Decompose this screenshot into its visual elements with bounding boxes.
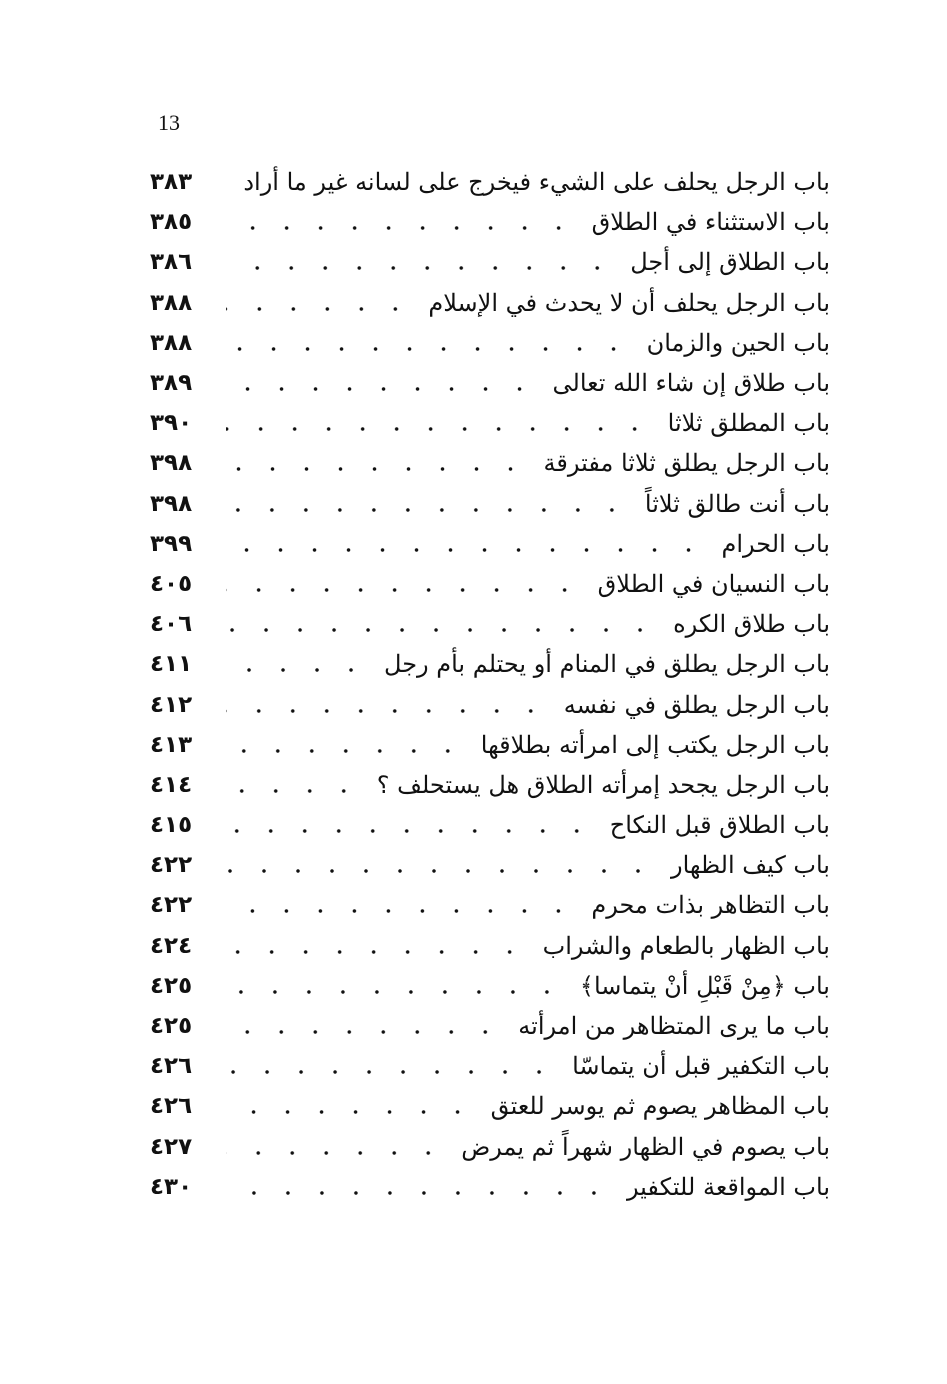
toc-entry-title: باب الحرام <box>721 529 830 558</box>
table-of-contents <box>150 162 830 1207</box>
toc-entry <box>150 725 830 765</box>
toc-entry-title: باب الرجل يكتب إلى امرأته بطلاقها <box>480 730 830 759</box>
toc-entry <box>150 323 830 363</box>
toc-entry-title: باب المواقعة للتكفير <box>626 1172 830 1201</box>
toc-entry-page: ٤١٢ <box>150 691 193 718</box>
dot-leader <box>226 417 652 441</box>
toc-entry-page: ٤٣٠ <box>150 1173 193 1200</box>
dot-leader <box>226 779 361 803</box>
toc-entry-title: باب الطلاق إلى أجل <box>630 248 830 277</box>
toc-entry-title: باب التكفير قبل أن يتماسّا <box>572 1052 830 1081</box>
dot-leader <box>226 377 537 401</box>
toc-entry-title: باب الطلاق قبل النكاح <box>609 811 830 840</box>
toc-entry-title: باب المظاهر يصوم ثم يوسر للعتق <box>490 1092 830 1121</box>
toc-entry <box>150 403 830 443</box>
toc-entry-title: باب الرجل يجحد إمرأته الطلاق هل يستحلف ؟ <box>376 770 830 799</box>
dot-leader <box>226 176 227 200</box>
toc-entry-page: ٣٨٨ <box>150 289 193 316</box>
toc-entry-page: ٤١١ <box>150 651 193 678</box>
toc-entry-page: ٣٩٨ <box>150 450 193 477</box>
toc-entry-page: ٣٨٦ <box>150 249 193 276</box>
toc-entry-title: باب الحين والزمان <box>646 328 830 357</box>
dot-leader <box>226 256 614 280</box>
toc-entry-title: باب الاستثناء في الطلاق <box>591 208 830 237</box>
toc-entry <box>150 926 830 966</box>
toc-entry <box>150 1006 830 1046</box>
toc-entry <box>150 1046 830 1086</box>
toc-entry <box>150 684 830 724</box>
toc-entry-title: باب يصوم في الظهار شهراً ثم يمرض <box>461 1132 830 1161</box>
toc-entry-title: باب ﴿مِنْ قَبْلِ أنْ يتماسا﴾ <box>579 971 830 1000</box>
toc-entry <box>150 845 830 885</box>
toc-entry <box>150 162 830 202</box>
toc-entry-page: ٤٢٢ <box>150 892 193 919</box>
toc-entry-page: ٣٨٩ <box>150 370 193 397</box>
toc-entry <box>150 805 830 845</box>
dot-leader <box>226 940 527 964</box>
toc-entry-title: باب الظهار بالطعام والشراب <box>542 931 830 960</box>
toc-entry-page: ٤٢٦ <box>150 1053 193 1080</box>
toc-entry-page: ٣٩٠ <box>150 410 193 437</box>
dot-leader <box>226 498 629 522</box>
toc-entry <box>150 564 830 604</box>
dot-leader <box>226 1060 556 1084</box>
toc-entry-page: ٤٢٢ <box>150 852 193 879</box>
toc-entry-title: باب أنت طالق ثلاثاً <box>644 489 830 518</box>
toc-entry <box>150 1127 830 1167</box>
toc-entry-title: باب الرجل يطلق ثلاثا مفترقة <box>543 449 830 478</box>
page-number: 13 <box>158 110 180 135</box>
toc-entry-title: باب التظاهر بذات محرم <box>591 891 830 920</box>
dot-leader <box>226 859 655 883</box>
toc-entry-page: ٤٢٥ <box>150 1013 193 1040</box>
toc-entry-title: باب الرجل يحلف على الشيء فيخرج على لسانه غير ما أراد <box>243 168 830 197</box>
dot-leader <box>226 899 575 923</box>
dot-leader <box>226 980 564 1004</box>
dot-leader <box>226 1100 475 1124</box>
toc-entry-page: ٤٠٥ <box>150 570 193 597</box>
dot-leader <box>226 1141 445 1165</box>
dot-leader <box>226 739 465 763</box>
toc-entry-page: ٤٢٦ <box>150 1093 193 1120</box>
toc-entry-title: باب الرجل يحلف أن لا يحدث في الإسلام <box>428 288 830 317</box>
toc-entry <box>150 1167 830 1207</box>
dot-leader <box>226 216 576 240</box>
toc-entry <box>150 524 830 564</box>
toc-entry <box>150 644 830 684</box>
toc-entry <box>150 885 830 925</box>
toc-entry-title: باب الرجل يطلق في نفسه <box>563 690 830 719</box>
toc-entry <box>150 484 830 524</box>
dot-leader <box>226 337 631 361</box>
toc-entry-page: ٤١٣ <box>150 731 193 758</box>
toc-entry-page: ٤٢٤ <box>150 932 193 959</box>
toc-entry-page: ٤٠٦ <box>150 611 193 638</box>
toc-entry-page: ٤٢٥ <box>150 972 193 999</box>
toc-entry-page: ٣٩٩ <box>150 530 193 557</box>
toc-entry-title: باب ما يرى المتظاهر من امرأته <box>518 1012 830 1041</box>
dot-leader <box>226 618 657 642</box>
toc-entry-title: باب المطلق ثلاثا <box>667 409 830 438</box>
toc-entry-page: ٣٨٨ <box>150 329 193 356</box>
dot-leader <box>226 578 582 602</box>
toc-entry <box>150 604 830 644</box>
toc-entry-page: ٣٩٨ <box>150 490 193 517</box>
toc-entry-title: باب كيف الظهار <box>671 851 830 880</box>
dot-leader <box>226 457 528 481</box>
dot-leader <box>226 538 706 562</box>
toc-entry <box>150 242 830 282</box>
dot-leader <box>226 658 368 682</box>
toc-entry-title: باب طلاق إن شاء الله تعالى <box>552 369 830 398</box>
toc-entry-page: ٤١٤ <box>150 771 193 798</box>
toc-entry-page: ٤٢٧ <box>150 1133 193 1160</box>
toc-entry <box>150 283 830 323</box>
toc-entry-page: ٣٨٥ <box>150 209 193 236</box>
dot-leader <box>226 297 412 321</box>
dot-leader <box>226 1020 502 1044</box>
toc-entry <box>150 1086 830 1126</box>
toc-entry-title: باب النسيان في الطلاق <box>597 569 830 598</box>
toc-entry-title: باب الرجل يطلق في المنام أو يحتلم بأم رجل <box>384 650 830 679</box>
dot-leader <box>226 1181 611 1205</box>
toc-entry <box>150 966 830 1006</box>
dot-leader <box>226 819 594 843</box>
dot-leader <box>226 699 548 723</box>
toc-entry <box>150 443 830 483</box>
toc-entry-page: ٤١٥ <box>150 812 193 839</box>
toc-entry <box>150 363 830 403</box>
toc-entry-title: باب طلاق الكره <box>673 610 830 639</box>
toc-entry <box>150 765 830 805</box>
toc-entry-page: ٣٨٣ <box>150 169 193 196</box>
toc-entry <box>150 202 830 242</box>
